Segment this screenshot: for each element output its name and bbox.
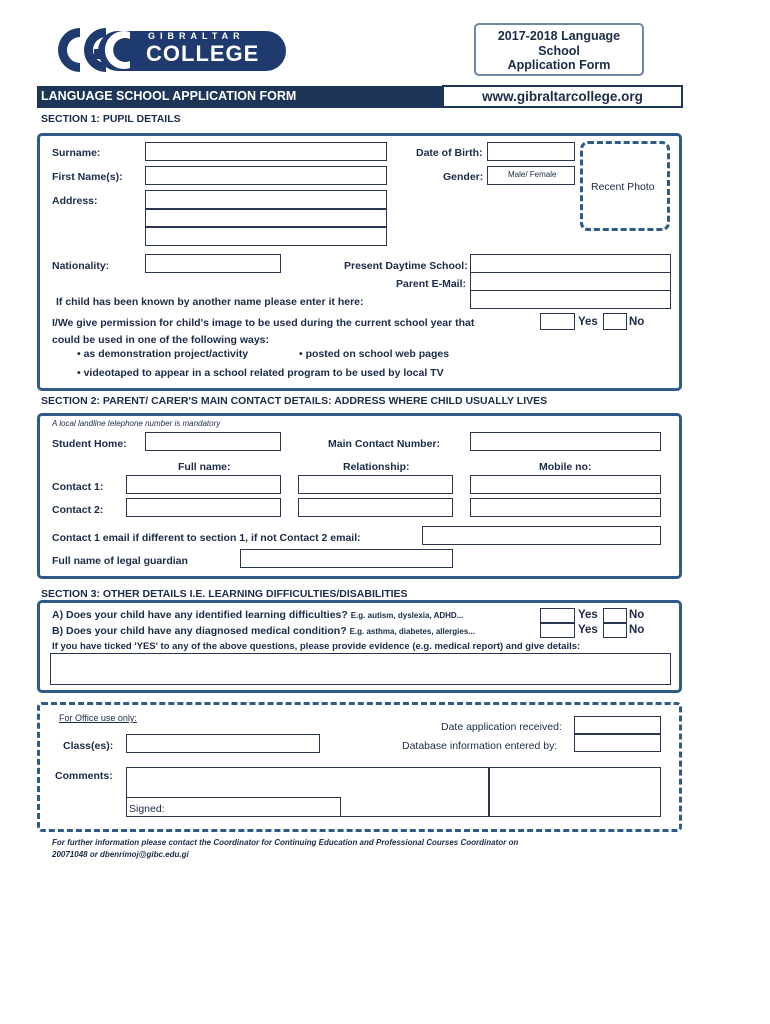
permission-text-1: I/We give permission for child's image to be used during the current school year that: [52, 317, 475, 329]
contact1-relationship[interactable]: [298, 475, 453, 494]
contact1-fullname[interactable]: [126, 475, 281, 494]
bullet-web-pages: • posted on school web pages: [299, 348, 450, 360]
classes-field[interactable]: [126, 734, 320, 753]
main-contact-label: Main Contact Number:: [328, 438, 441, 450]
permission-yes-box[interactable]: [540, 313, 575, 330]
parent-email-field[interactable]: [470, 272, 671, 291]
qa-no-label: No: [629, 609, 645, 621]
question-a-text: A) Does your child have any identified learning difficulties?: [52, 609, 348, 621]
relationship-header: Relationship:: [343, 461, 410, 473]
qb-no-label: No: [629, 624, 645, 636]
permission-yes-label: Yes: [578, 316, 598, 328]
database-field[interactable]: [574, 734, 661, 752]
title-line-3: Application Form: [507, 58, 611, 72]
surname-field[interactable]: [145, 142, 387, 161]
logo-top-text: GIBRALTAR: [148, 31, 245, 41]
contact-email-field[interactable]: [422, 526, 661, 545]
logo-main-text: COLLEGE: [146, 41, 260, 66]
question-b-examples: E.g. asthma, diabetes, allergies...: [349, 627, 475, 636]
bullet-videotaped: • videotaped to appear in a school related program to be used by local TV: [77, 367, 444, 379]
question-b-text: B) Does your child have any diagnosed medical condition?: [52, 625, 347, 637]
qa-yes-label: Yes: [578, 609, 598, 621]
qb-no-box[interactable]: [603, 623, 627, 638]
date-received-field[interactable]: [574, 716, 661, 734]
fullname-header: Full name:: [178, 461, 231, 473]
permission-no-label: No: [629, 316, 645, 328]
section2-heading: SECTION 2: PARENT/ CARER'S MAIN CONTACT DETAILS: ADDRESS WHERE CHILD USUALLY LIVES: [41, 395, 548, 407]
evidence-label: If you have ticked 'YES' to any of the above questions, please provide evidence (e.g. medical report) and give details:: [52, 641, 581, 652]
student-home-field[interactable]: [145, 432, 281, 451]
nationality-field[interactable]: [145, 254, 281, 273]
permission-no-box[interactable]: [603, 313, 627, 330]
parent-email-label: Parent E-Mail:: [396, 278, 467, 290]
classes-label: Class(es):: [63, 740, 114, 752]
title-line-1: 2017-2018 Language: [497, 29, 621, 43]
address-line-1[interactable]: [145, 190, 387, 209]
address-line-2[interactable]: [145, 209, 387, 227]
surname-label: Surname:: [52, 147, 101, 159]
present-school-field[interactable]: [470, 254, 671, 273]
guardian-field[interactable]: [240, 549, 453, 568]
permission-text-2: could be used in one of the following ways:: [52, 334, 270, 346]
question-a-examples: E.g. autism, dyslexia, ADHD...: [350, 611, 464, 620]
dob-label: Date of Birth:: [416, 147, 483, 159]
question-b: [52, 625, 475, 637]
footer-line-1: For further information please contact the Coordinator for Continuing Education and Professional Courses Coordinator on: [52, 838, 519, 847]
first-names-field[interactable]: [145, 166, 387, 185]
signed-label: Signed:: [129, 803, 165, 815]
contact2-relationship[interactable]: [298, 498, 453, 517]
office-heading: For Office use only:: [59, 713, 137, 723]
college-logo: [50, 25, 288, 75]
known-name-label: If child has been known by another name please enter it here:: [56, 296, 364, 308]
database-label: Database information entered by:: [402, 740, 558, 752]
gender-label: Gender:: [443, 171, 484, 183]
photo-label: Recent Photo: [591, 181, 655, 193]
page-title: LANGUAGE SCHOOL APPLICATION FORM: [41, 89, 297, 103]
title-line-2: School: [538, 43, 580, 58]
first-names-label: First Name(s):: [52, 171, 123, 183]
present-school-label: Present Daytime School:: [344, 260, 468, 272]
office-stamp-box[interactable]: [489, 767, 661, 817]
question-a: [52, 609, 463, 621]
qb-yes-label: Yes: [578, 624, 598, 636]
address-line-3[interactable]: [145, 227, 387, 246]
qa-no-box[interactable]: [603, 608, 627, 623]
section3-heading: SECTION 3: OTHER DETAILS I.E. LEARNING DIFFICULTIES/DISABILITIES: [41, 588, 408, 600]
contact2-fullname[interactable]: [126, 498, 281, 517]
contact-email-label: Contact 1 email if different to section 1, if not Contact 2 email:: [52, 532, 361, 544]
nationality-label: Nationality:: [52, 260, 110, 272]
contact2-mobile[interactable]: [470, 498, 661, 517]
main-contact-field[interactable]: [470, 432, 661, 451]
contact2-label: Contact 2:: [52, 504, 104, 516]
comments-label: Comments:: [55, 770, 113, 782]
known-name-field[interactable]: [470, 290, 671, 309]
contact1-mobile[interactable]: [470, 475, 661, 494]
date-received-label: Date application received:: [441, 721, 562, 733]
gender-value: Male/ Female: [508, 170, 557, 179]
contact1-label: Contact 1:: [52, 481, 104, 493]
student-home-label: Student Home:: [52, 438, 127, 450]
website-url: www.gibraltarcollege.org: [442, 85, 683, 108]
evidence-field[interactable]: [50, 653, 671, 685]
qb-yes-box[interactable]: [540, 623, 575, 638]
section1-heading: SECTION 1: PUPIL DETAILS: [41, 113, 181, 125]
landline-note: A local landline telephone number is mandatory: [52, 419, 221, 428]
form-title-box: [474, 23, 644, 76]
address-label: Address:: [52, 195, 98, 207]
bullet-demonstration: • as demonstration project/activity: [77, 348, 249, 360]
qa-yes-box[interactable]: [540, 608, 575, 623]
guardian-label: Full name of legal guardian: [52, 555, 188, 567]
footer-line-2: 20071048 or dbenrimoj@gibc.edu.gi: [52, 850, 189, 859]
mobile-header: Mobile no:: [539, 461, 592, 473]
dob-field[interactable]: [487, 142, 575, 161]
